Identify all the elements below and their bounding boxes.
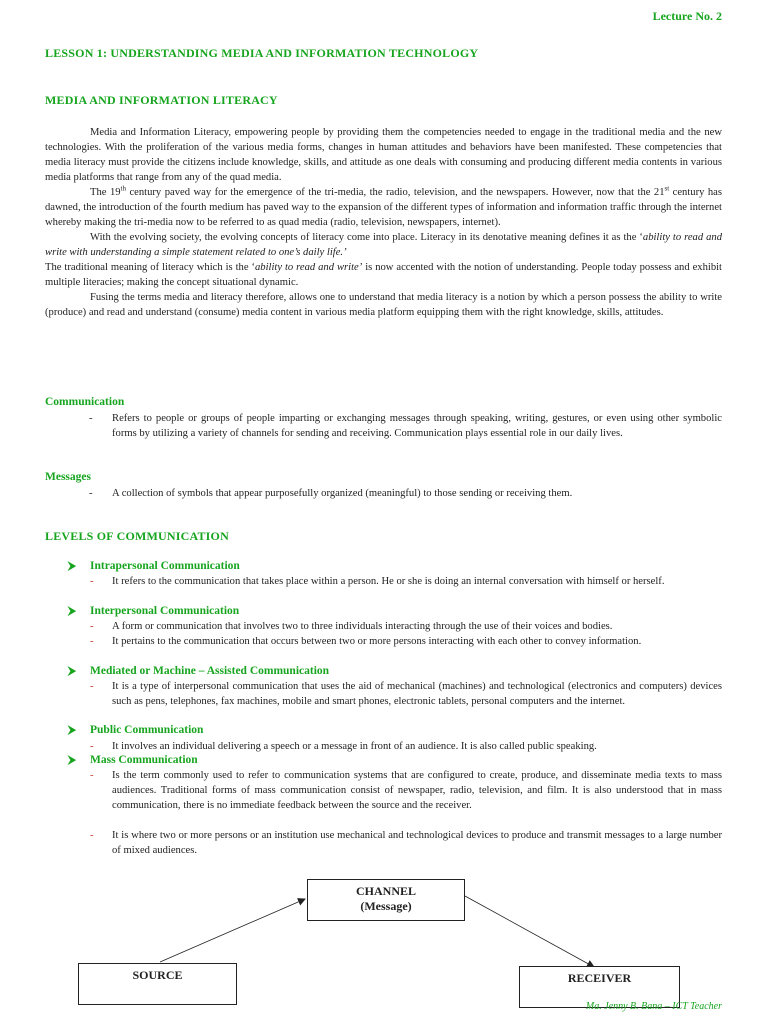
list-item: - A form or communication that involves two to three individuals interacting through the use of their voices and bodies.: [90, 621, 613, 632]
list-item: - It is a type of interpersonal communication that uses the aid of mechanical (machines) and technological (electronics and computers) devices such as pens, telephones, fax machines, mobile and smart phones, electronic tablets, personal computers and the internet.: [90, 681, 722, 707]
mil-paragraph-1: Media and Information Literacy, empowering people by providing them the competencies needed to engage in the traditional media and the new technologies. With the proliferation of the various media forms, changes in human attitudes and behaviors have been manifested. These competencies that media literacy must provide the citizens include knowledge, skills, and attitude as one deals with consuming and producing different media contents in various media platforms that range from any of the quad media.: [45, 127, 722, 183]
channel-box: CHANNEL (Message): [307, 879, 465, 921]
mil-paragraph-4: The traditional meaning of literacy which is the ‘ability to read and write’ is now accented with the notion of understanding. People today possess and exhibit multiple literacies; making the concept situational dynamic.: [45, 262, 722, 288]
arrow-bullet-icon: ⮞: [68, 665, 76, 677]
source-box: SOURCE: [78, 963, 237, 1005]
mil-heading: MEDIA AND INFORMATION LITERACY: [45, 93, 278, 107]
level-mediated: ⮞ Mediated or Machine – Assisted Communication: [68, 665, 330, 677]
level-intrapersonal: ⮞ Intrapersonal Communication: [68, 560, 240, 572]
footer-signature: Ma. Jenny B. Bana – ICT Teacher: [585, 1001, 722, 1012]
mil-paragraph-3: With the evolving society, the evolving concepts of literacy come into place. Literacy in its denotative meaning defines it as the ‘ability to read and write with understanding a simple statement related to one’s daily life.’: [45, 232, 722, 258]
arrow-bullet-icon: ⮞: [68, 560, 76, 572]
list-item: - It refers to the communication that takes place within a person. He or she is doing an internal conversation with himself or herself.: [90, 576, 665, 587]
lesson-title: LESSON 1: UNDERSTANDING MEDIA AND INFORMATION TECHNOLOGY: [45, 46, 479, 60]
channel-to-receiver-arrow: [465, 896, 594, 967]
list-item: - It pertains to the communication that occurs between two or more persons interacting with each other to convey information.: [90, 636, 642, 647]
arrow-bullet-icon: ⮞: [68, 605, 76, 617]
mil-paragraph-5: Fusing the terms media and literacy therefore, allows one to understand that media literacy is a notion by which a person possess the ability to write (produce) and read and understand (consume) media content in various media platform equipping them with the right knowledge, skills, attitudes.: [45, 292, 722, 318]
messages-term: Messages: [45, 471, 91, 483]
receiver-box: RECEIVER: [519, 966, 680, 1008]
communication-term: Communication: [45, 396, 125, 408]
level-interpersonal: ⮞ Interpersonal Communication: [68, 605, 240, 617]
arrow-bullet-icon: ⮞: [68, 724, 76, 736]
source-to-channel-arrow: [160, 899, 305, 962]
list-item: - Is the term commonly used to refer to communication systems that are configured to create, produce, and disseminate media texts to mass audiences. Traditional forms of mass communication consist of newspaper, radio, television, and film. It is also understood that in mass communication, there is no immediate feedback between the source and the receiver.: [90, 770, 722, 811]
list-item: - It involves an individual delivering a speech or a message in front of an audience. It is also called public speaking.: [90, 741, 597, 752]
mil-paragraph-2: The 19th century paved way for the emergence of the tri-media, the radio, television, and the newspapers. However, now that the 21st century has dawned, the introduction of the fourth medium has paved way to the expansion of the different types of information and information traffic through the internet whereby making the tri-media now to be referred to as quad media (radio, television, newspapers, internet).: [45, 184, 723, 228]
messages-definition: - A collection of symbols that appear purposefully organized (meaningful) to those sending or receiving them.: [89, 488, 573, 499]
level-mass: ⮞ Mass Communication: [68, 754, 198, 766]
level-public: ⮞ Public Communication: [68, 724, 204, 736]
lecture-number: Lecture No. 2: [652, 9, 722, 23]
levels-heading: LEVELS OF COMMUNICATION: [45, 529, 229, 543]
list-item: - It is where two or more persons or an institution use mechanical and technological devices to produce and transmit messages to a large number of mixed audiences.: [90, 830, 722, 856]
communication-definition: - Refers to people or groups of people imparting or exchanging messages through speaking, writing, gestures, or even using other symbolic forms by utilizing a variety of channels for sending and receiving. Communication plays essential role in our daily lives.: [89, 413, 722, 439]
arrow-bullet-icon: ⮞: [68, 754, 76, 766]
